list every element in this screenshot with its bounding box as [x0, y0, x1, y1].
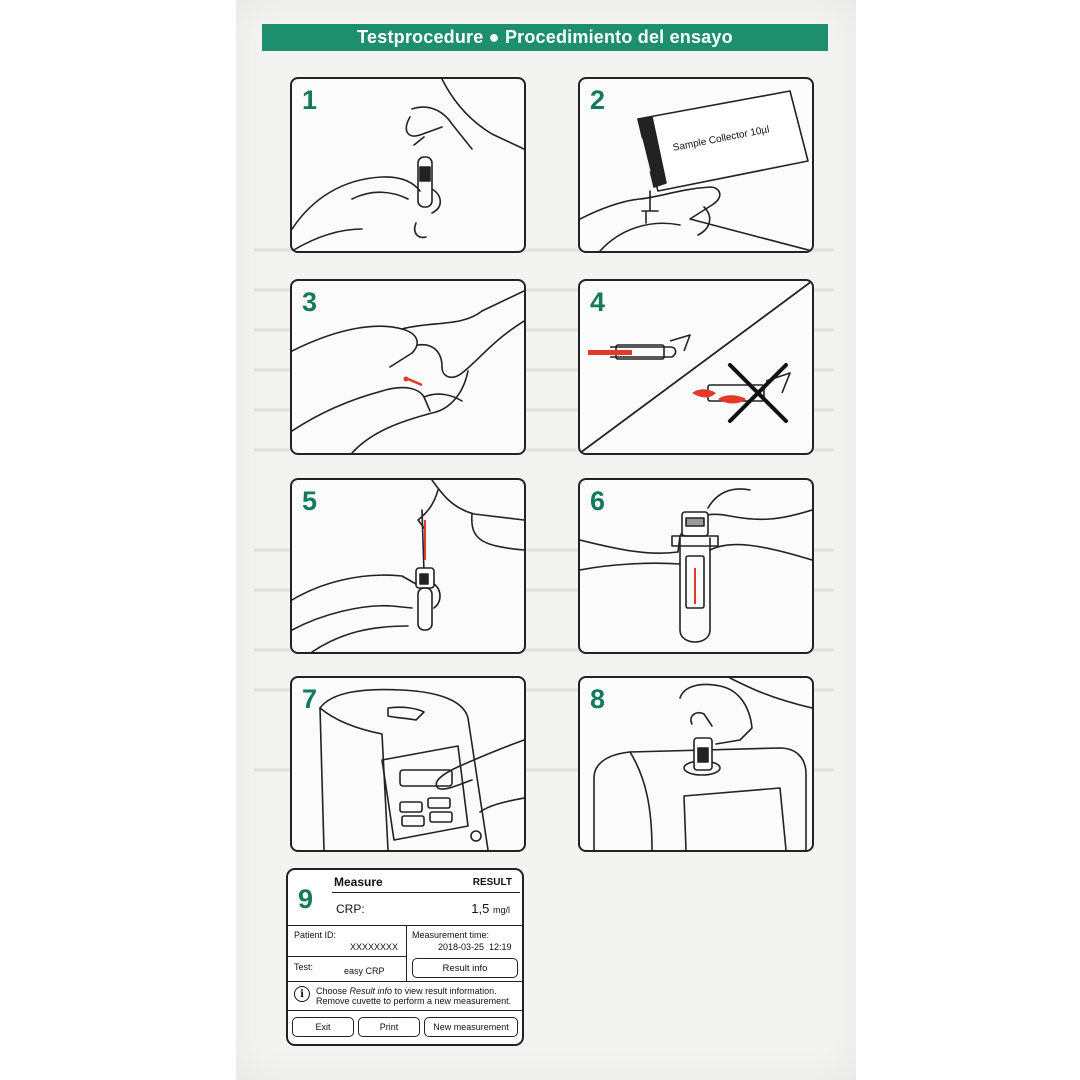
step-panel-3 [290, 279, 526, 455]
measurement-time-value: 2018-03-25 12:19 [438, 942, 512, 952]
step-panel-7 [290, 676, 526, 852]
print-button[interactable]: Print [358, 1017, 420, 1037]
step-number: 1 [302, 85, 318, 115]
patient-id-value: XXXXXXXX [350, 942, 399, 952]
press-instrument-button-illustration [292, 678, 524, 850]
patient-id-label: Patient ID: [294, 930, 337, 940]
new-measurement-button[interactable]: New measurement [424, 1017, 518, 1037]
finger-prick-illustration [292, 281, 524, 453]
insert-cuvette-into-instrument-illustration [580, 678, 812, 850]
crp-label: CRP: [336, 902, 365, 916]
divider [288, 925, 522, 926]
divider [288, 981, 522, 982]
sample-collector-package-illustration [580, 79, 812, 251]
info-text-line-1: Choose Result info to view result information. [316, 986, 497, 996]
correct-vs-incorrect-filling-illustration [580, 281, 812, 453]
divider [406, 925, 407, 981]
step-number: 3 [302, 287, 318, 317]
step-number: 2 [590, 85, 606, 115]
cross-mark-icon [730, 365, 786, 421]
divider [332, 892, 520, 893]
step-panel-8 [578, 676, 814, 852]
crp-value-display [471, 901, 510, 916]
divider [288, 956, 406, 957]
insert-collector-into-cuvette-illustration [292, 480, 524, 652]
step-number: 7 [302, 684, 318, 714]
hand-holding-cuvette-illustration [292, 79, 524, 251]
step-panel-2 [578, 77, 814, 253]
section-banner: Testprocedure ● Procedimiento del ensayo [262, 24, 828, 51]
info-text-line-2: Remove cuvette to perform a new measurement. [316, 996, 512, 1006]
result-info-button[interactable]: Result info [412, 958, 518, 978]
crp-unit: mg/l [492, 905, 510, 915]
step-number: 4 [590, 287, 606, 317]
step-panel-5 [290, 478, 526, 654]
step-number: 6 [590, 486, 606, 516]
status-label: RESULT [472, 877, 512, 888]
result-screen [286, 868, 524, 1046]
screen-title: Measure [334, 875, 383, 889]
sample-collector-label: Sample Collector 10µl [672, 124, 771, 154]
step-number: 5 [302, 486, 318, 516]
step-number: 9 [298, 884, 314, 914]
measurement-time-label: Measurement time: [412, 930, 490, 940]
step-panel-4 [578, 279, 814, 455]
step-panel-6 [578, 478, 814, 654]
divider [288, 1010, 522, 1011]
close-cap-and-mix-illustration [580, 480, 812, 652]
info-icon: i [294, 986, 310, 1002]
test-label: Test: [294, 962, 314, 972]
exit-button[interactable]: Exit [292, 1017, 354, 1037]
step-panel-1 [290, 77, 526, 253]
crp-value: 1,5 [471, 901, 490, 916]
step-number: 8 [590, 684, 606, 714]
test-value: easy CRP [344, 966, 385, 976]
